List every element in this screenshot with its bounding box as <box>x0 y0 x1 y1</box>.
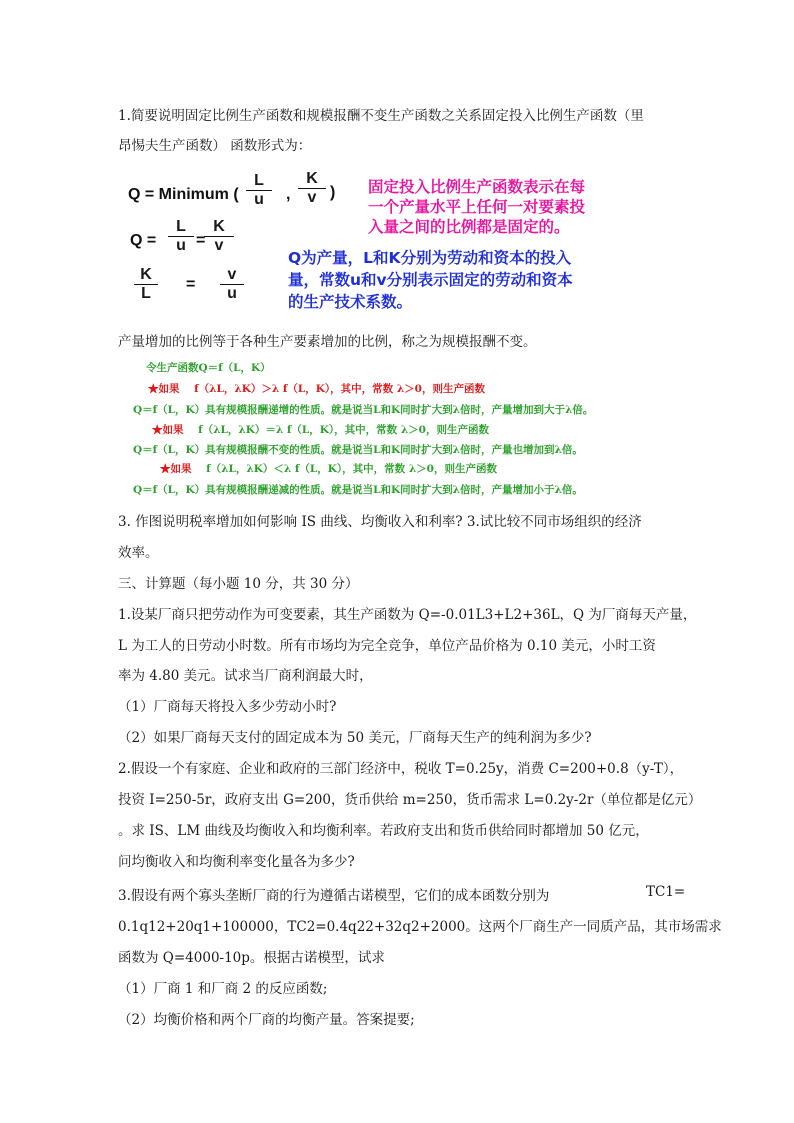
green-line-1: 令生产函数Q＝f（L，K） <box>146 362 271 374</box>
c2-line2: 投资 I=250-5r，政府支出 G=200，货币供给 m=250，货币需求 L=0.2y-2r（单位都是亿元） <box>118 792 702 808</box>
fixed-proportion-note: 固定投入比例生产函数表示在每一个产量水平上任何一对要素投入量之间的比例都是固定的。 <box>368 178 586 236</box>
c3-line5: （2）均衡价格和两个厂商的均衡产量。答案提要; <box>118 1012 415 1028</box>
c1-line4: （1）厂商每天将投入多少劳动小时? <box>118 699 337 715</box>
formula-row2-frac-kv: $\frac{K}{v}$ <box>204 218 234 255</box>
c3-line1: 3.假设有两个寡头垄断厂商的行为遵循古诺模型，它们的成本函数分别为 <box>118 888 550 904</box>
green-line-7: Q＝f（L，K）具有规模报酬递减的性质。就是说当L和K同时扩大到λ倍时，产量增加小于λ倍。 <box>133 484 583 496</box>
c2-line4: 问均衡收入和均衡利率变化量各为多少? <box>118 854 355 870</box>
q1-text: 产量增加的比例等于各种生产要素增加的比例，称之为规模报酬不变。 <box>118 334 537 350</box>
variable-definition-note: Q为产量，L和K分别为劳动和资本的投入量，常数u和v分别表示固定的劳动和资本的生产技术系数。 <box>288 249 573 311</box>
formula-row2-frac-lu: $\frac{L}{u}$ <box>168 218 194 255</box>
q3-line2: 效率。 <box>118 545 159 561</box>
green-line-3: Q＝f（L，K）具有规模报酬递增的性质。就是说当L和K同时扩大到λ倍时，产量增加到大于λ倍。 <box>133 404 594 416</box>
c2-line1: 2.假设一个有家庭、企业和政府的三部门经济中，税收 T=0.25y，消费 C=200+0.8（y-T）， <box>118 761 684 777</box>
green-line-2: ★如果 f（λL，λK）＞λ f（L，K），其中，常数 λ＞0，则生产函数 <box>148 383 485 395</box>
green-line-4: ★如果 f（λL，λK）＝λ f（L，K），其中，常数 λ＞0，则生产函数 <box>152 424 489 436</box>
formula-row3-frac-kl: $\frac{K}{L}$ <box>134 266 158 303</box>
formula-row1-frac-kv: $\frac{K}{v}$ <box>298 170 326 207</box>
section-three-title: 三、计算题（每小题 10 分，共 30 分） <box>118 576 359 592</box>
c3-line4: （1）厂商 1 和厂商 2 的反应函数; <box>118 981 328 997</box>
c1-line5: （2）如果厂商每天支付的固定成本为 50 美元，厂商每天生产的纯利润为多少? <box>118 730 592 746</box>
formula-row1-comma: , <box>286 186 291 203</box>
formula-row1-frac-lu: $\frac{L}{u}$ <box>246 172 272 209</box>
c1-line1: 1.设某厂商只把劳动作为可变要素，其生产函数为 Q=-0.01L3+L2+36L，Q 为厂商每天产量， <box>118 607 697 623</box>
c3-line2: 0.1q12+20q1+100000，TC2=0.4q22+32q2+2000。这两个厂商生产一同质产品，其市场需求 <box>118 919 722 935</box>
q3-line1: 3. 作图说明税率增加如何影响 IS 曲线、均衡收入和利率? 3.试比较不同市场组织的经济 <box>118 514 642 530</box>
formula-row3-frac-vu: $\frac{v}{u}$ <box>220 266 244 303</box>
c3-line3: 函数为 Q=4000-10p。根据古诺模型，试求 <box>118 950 385 966</box>
c1-line2: L 为工人的日劳动小时数。所有市场均为完全竞争，单位产品价格为 0.10 美元，小时工资 <box>118 638 656 654</box>
c1-line3: 率为 4.80 美元。试求当厂商利润最大时， <box>118 668 373 684</box>
formula-row3-eq: = <box>186 276 196 293</box>
formula-row2-eq: = <box>196 232 206 249</box>
q1-heading-line2: 昂惕夫生产函数） 函数形式为： <box>118 138 312 154</box>
green-line-5: Q＝f（L，K）具有规模报酬不变的性质。就是说当L和K同时扩大到λ倍时，产量也增加到λ倍。 <box>133 444 583 456</box>
formula-row2-prefix: Q = <box>130 232 157 249</box>
c3-line1-right: TC1= <box>646 884 686 900</box>
formula-row1-close: ) <box>330 184 336 201</box>
green-line-6: ★如果 f（λL，λK）＜λ f（L，K），其中，常数 λ＞0，则生产函数 <box>160 463 497 475</box>
q1-heading-line1: 1.简要说明固定比例生产函数和规模报酬不变生产函数之关系固定投入比例生产函数（里 <box>118 108 644 124</box>
formula-row1-prefix: Q = Minimum ( <box>128 186 239 203</box>
c2-line3: 。求 IS、LM 曲线及均衡收入和均衡利率。若政府支出和货币供给同时都增加 50 亿元， <box>118 823 649 839</box>
